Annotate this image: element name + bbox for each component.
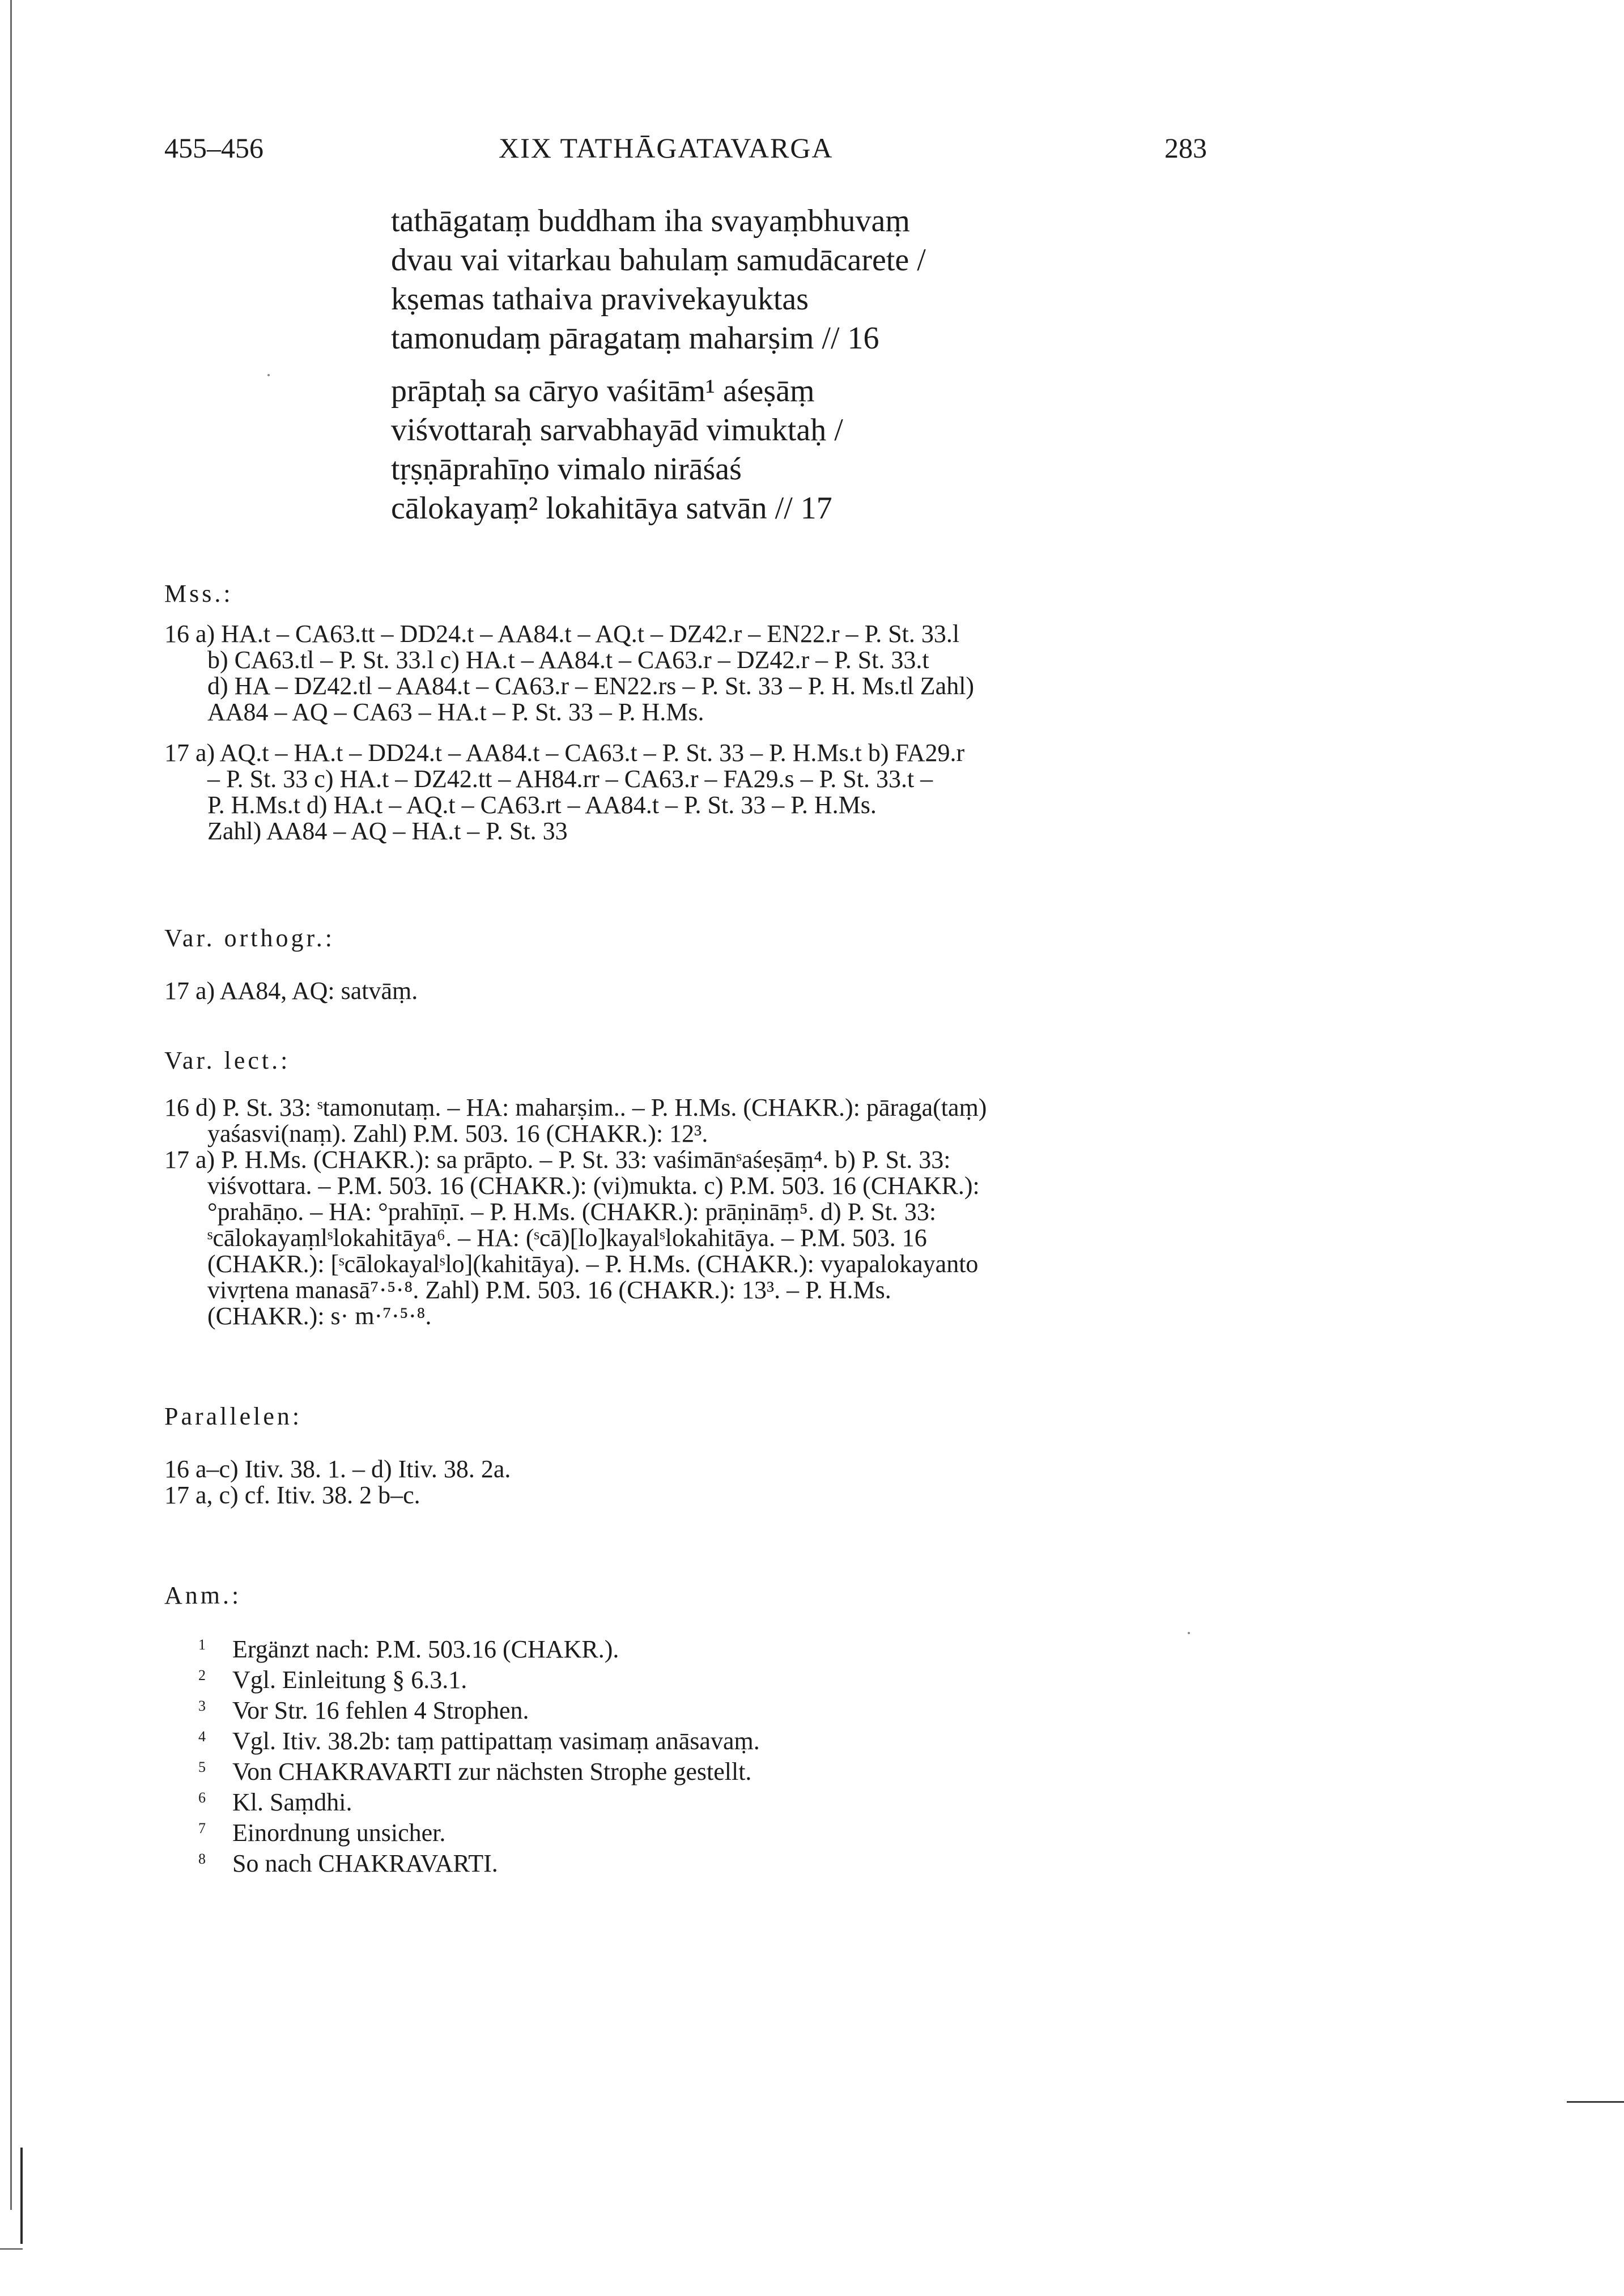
footnote-number: 5 <box>198 1759 206 1775</box>
footnote-text: Ergänzt nach: P.M. 503.16 (CHAKR.). <box>232 1635 619 1663</box>
section-label-var-lect: Var. lect.: <box>164 1047 291 1074</box>
footnote-number: 6 <box>198 1789 206 1806</box>
var-orthogr-block <box>164 978 418 1004</box>
verse-line: viśvottaraḥ sarvabhayād vimuktaḥ / <box>391 413 843 448</box>
verse-line: tathāgataṃ buddham iha svayaṃbhuvaṃ <box>391 203 910 239</box>
parallelen-block <box>164 1456 511 1508</box>
footnote-item <box>198 1754 760 1785</box>
apparatus-line: yaśasvi(naṃ). Zahl) P.M. 503. 16 (CHAKR.): 12³. <box>207 1120 708 1147</box>
footnote-text: Vor Str. 16 fehlen 4 Strophen. <box>232 1697 529 1724</box>
apparatus-line: 16 a) HA.t – CA63.tt – DD24.t – AA84.t – AQ.t – DZ42.r – EN22.r – P. St. 33.l <box>164 620 960 648</box>
page-range: 455–456 <box>164 132 263 164</box>
footnote-number: 1 <box>198 1636 206 1653</box>
section-label-mss: Mss.: <box>164 580 233 607</box>
section-label-anm: Anm.: <box>164 1581 242 1609</box>
footnote-item <box>198 1785 760 1815</box>
verse-line: kṣemas tathaiva pravivekayuktas <box>391 282 809 317</box>
verse-line: cālokayaṃ² lokahitāya satvān // 17 <box>391 491 832 526</box>
page-number: 283 <box>1164 132 1207 164</box>
apparatus-line: b) CA63.tl – P. St. 33.l c) HA.t – AA84.t – CA63.r – DZ42.r – P. St. 33.t <box>207 646 929 674</box>
scan-edge-line <box>10 0 12 2210</box>
apparatus-line: 17 a) P. H.Ms. (CHAKR.): sa prāpto. – P. St. 33: vaśimānˢaśeṣāṃ⁴. b) P. St. 33: <box>164 1146 951 1173</box>
footnote-number: 2 <box>198 1667 206 1683</box>
apparatus-line: °prahāṇo. – HA: °prahīṇī. – P. H.Ms. (CHAKR.): prāṇināṃ⁵. d) P. St. 33: <box>207 1198 937 1226</box>
footnote-item <box>198 1846 760 1877</box>
verse-line: tamonudaṃ pāragataṃ maharṣim // 16 <box>391 321 879 356</box>
footnote-number: 7 <box>198 1820 206 1836</box>
apparatus-line: 16 d) P. St. 33: ˢtamonutaṃ. – HA: maharṣim.. – P. H.Ms. (CHAKR.): pāraga(taṃ) <box>164 1094 987 1121</box>
footnote-number: 4 <box>198 1728 206 1745</box>
section-label-var-orthogr: Var. orthogr.: <box>164 924 335 952</box>
apparatus-line: – P. St. 33 c) HA.t – DZ42.tt – AH84.rr – CA63.r – FA29.s – P. St. 33.t – <box>207 765 933 793</box>
footnote-text: Kl. Saṃdhi. <box>232 1788 352 1816</box>
footnote-text: So nach CHAKRAVARTI. <box>232 1849 498 1877</box>
scan-corner-mark <box>1567 2101 1624 2103</box>
scan-speck <box>267 374 270 376</box>
apparatus-line: d) HA – DZ42.tl – AA84.t – CA63.r – EN22.rs – P. St. 33 – P. H. Ms.tl Zahl) <box>207 672 975 700</box>
footnote-text: Einordnung unsicher. <box>232 1819 446 1847</box>
footnote-item <box>198 1663 760 1693</box>
apparatus-line: ˢcālokayaṃlˢlokahitāya⁶. – HA: (ˢcā)[lo]kayalˢlokahitāya. – P.M. 503. 16 <box>207 1224 927 1252</box>
apparatus-line: 17 a, c) cf. Itiv. 38. 2 b–c. <box>164 1481 420 1509</box>
verse-17 <box>391 372 843 528</box>
verse-line: prāptaḥ sa cāryo vaśitām¹ aśeṣāṃ <box>391 373 815 409</box>
footnote-text: Vgl. Itiv. 38.2b: taṃ pattipattaṃ vasimaṃ anāsavaṃ. <box>232 1727 760 1755</box>
scan-edge-dash <box>0 2248 23 2250</box>
apparatus-line: 16 a–c) Itiv. 38. 1. – d) Itiv. 38. 2a. <box>164 1455 511 1483</box>
footnote-item <box>198 1632 760 1663</box>
verse-line: tṛṣṇāprahīṇo vimalo nirāśaś <box>391 452 742 487</box>
mss-block <box>164 621 974 844</box>
apparatus-line: (CHAKR.): s· m·⁷·⁵·⁸. <box>207 1302 432 1330</box>
apparatus-line: 17 a) AQ.t – HA.t – DD24.t – AA84.t – CA63.t – P. St. 33 – P. H.Ms.t b) FA29.r <box>164 739 965 767</box>
apparatus-line: P. H.Ms.t d) HA.t – AQ.t – CA63.rt – AA84.t – P. St. 33 – P. H.Ms. <box>207 791 877 819</box>
footnote-number: 8 <box>198 1851 206 1867</box>
verse-line: dvau vai vitarkau bahulaṃ samudācarete / <box>391 243 926 278</box>
apparatus-line: viśvottara. – P.M. 503. 16 (CHAKR.): (vi)mukta. c) P.M. 503. 16 (CHAKR.): <box>207 1172 980 1200</box>
footnote-text: Von CHAKRAVARTI zur nächsten Strophe gestellt. <box>232 1758 752 1785</box>
footnote-item <box>198 1724 760 1754</box>
section-label-parallelen: Parallelen: <box>164 1402 303 1430</box>
apparatus-line: vivṛtena manasā⁷·⁵·⁸. Zahl) P.M. 503. 16 (CHAKR.): 13³. – P. H.Ms. <box>207 1276 891 1304</box>
footnotes-list <box>198 1632 760 1877</box>
apparatus-line: (CHAKR.): [ˢcālokayalˢlo](kahitāya). – P. H.Ms. (CHAKR.): vyapalokayanto <box>207 1250 979 1278</box>
apparatus-line: 17 a) AA84, AQ: satvāṃ. <box>164 977 418 1005</box>
apparatus-line: AA84 – AQ – CA63 – HA.t – P. St. 33 – P. H.Ms. <box>207 698 704 726</box>
footnote-text: Vgl. Einleitung § 6.3.1. <box>232 1666 467 1694</box>
scan-edge-mark <box>20 2148 23 2244</box>
verse-16 <box>391 202 926 358</box>
footnote-item <box>198 1693 760 1724</box>
chapter-title: XIX TATHĀGATAVARGA <box>499 132 834 164</box>
footnote-item <box>198 1815 760 1846</box>
scan-speck <box>1188 1632 1190 1634</box>
apparatus-line: Zahl) AA84 – AQ – HA.t – P. St. 33 <box>207 817 568 845</box>
var-lect-block <box>164 1095 987 1329</box>
footnote-number: 3 <box>198 1698 206 1714</box>
